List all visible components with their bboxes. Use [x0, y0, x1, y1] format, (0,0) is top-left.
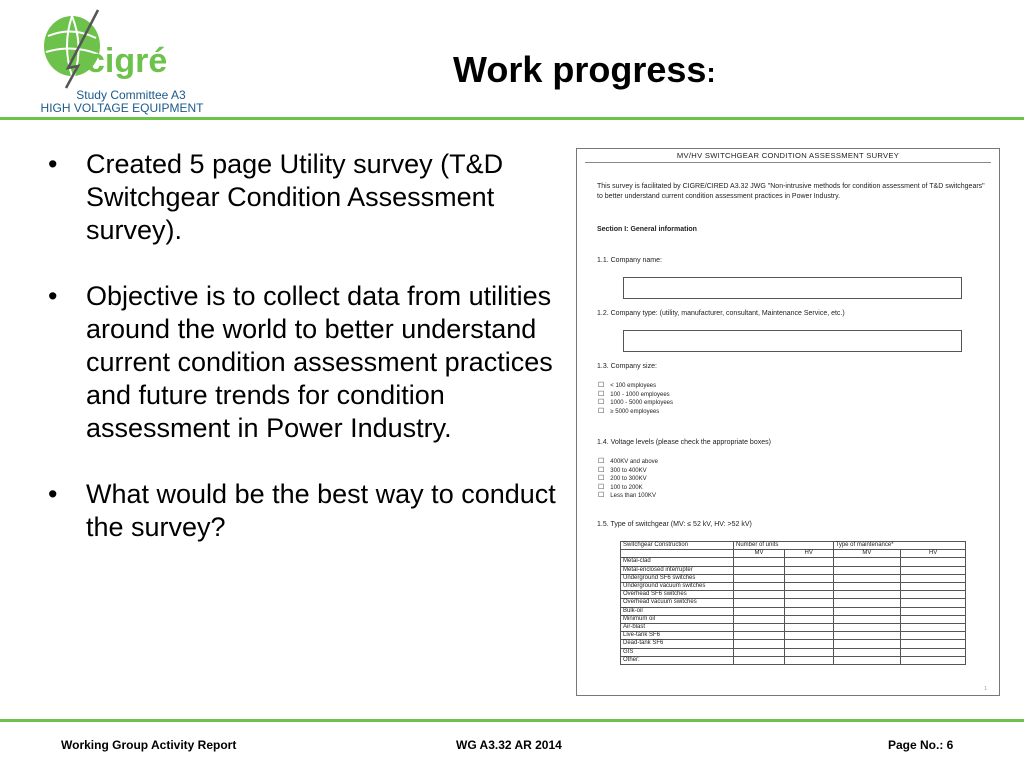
table-row: Underground SF6 switches: [621, 574, 966, 582]
footer-page-number: Page No.: 6: [888, 738, 954, 752]
survey-q-company-type: 1.2. Company type: (utility, manufacturer, consultant, Maintenance Service, etc.): [597, 310, 845, 317]
survey-title: MV/HV SWITCHGEAR CONDITION ASSESSMENT SURVEY: [577, 151, 999, 160]
table-row: Overhead vacuum switches: [621, 599, 966, 607]
company-size-options: [598, 382, 673, 416]
table-header: Number of units: [734, 542, 834, 550]
bullet-item: • What would be the best way to conduct the survey?: [48, 479, 556, 542]
survey-q-company-size: 1.3. Company size:: [597, 363, 657, 370]
bullet-item: • Objective is to collect data from utilities around the world to better understand current condition assessment practices and future trends for condition assessment in Power Industry.: [48, 281, 553, 443]
table-subheader: MV: [833, 550, 901, 558]
survey-intro: This survey is facilitated by CIGRE/CIRED A3.32 JWG "Non-intrusive methods for condition assessment of T&D switchgears" to better understand current condition assessment practices in Power Industry.: [597, 183, 985, 200]
table-subheader: MV: [734, 550, 785, 558]
checkbox-option: ☐ ≥ 5000 employees: [598, 408, 673, 417]
checkbox-option: ☐ 400KV and above: [598, 458, 658, 467]
survey-document-image: [576, 148, 1000, 696]
footer-report-title: Working Group Activity Report: [61, 738, 237, 752]
committee-line-1: Study Committee A3: [76, 88, 186, 102]
table-row: Minimum oil: [621, 615, 966, 623]
switchgear-table: [620, 541, 966, 665]
table-subheader: HV: [784, 550, 833, 558]
checkbox-option: ☐ 200 to 300KV: [598, 475, 658, 484]
table-header: Type of maintenance*: [833, 542, 966, 550]
company-type-box: [623, 330, 962, 352]
checkbox-option: ☐ < 100 employees: [598, 382, 673, 391]
bullet-item: • Created 5 page Utility survey (T&D Switchgear Condition Assessment survey).: [48, 149, 504, 245]
cigre-globe-icon: [38, 8, 173, 92]
company-name-box: [623, 277, 962, 299]
checkbox-option: ☐ Less than 100KV: [598, 492, 658, 501]
checkbox-option: ☐ 100 to 200K: [598, 484, 658, 493]
survey-section-heading: Section I: General information: [597, 226, 697, 233]
table-row: Air-blast: [621, 624, 966, 632]
bullet-dot-icon: •: [48, 479, 58, 509]
table-row: Dead-tank SF6: [621, 640, 966, 648]
bullet-dot-icon: •: [48, 149, 58, 179]
table-header: Switchgear Construction: [621, 542, 734, 550]
footer-divider: [0, 719, 1024, 722]
footer-wg-label: WG A3.32 AR 2014: [456, 738, 562, 752]
table-row: Live-tank SF6: [621, 632, 966, 640]
checkbox-option: ☐ 100 - 1000 employees: [598, 391, 673, 400]
checkbox-option: ☐ 300 to 400KV: [598, 467, 658, 476]
voltage-options: [598, 458, 658, 501]
table-row: Overhead SF6 switches: [621, 591, 966, 599]
table-row: GIS: [621, 648, 966, 656]
table-row: Bulk-oil: [621, 607, 966, 615]
table-row: Metal-clad: [621, 558, 966, 566]
survey-q-company-name: 1.1. Company name:: [597, 257, 662, 264]
committee-line-2: HIGH VOLTAGE EQUIPMENT: [40, 101, 204, 115]
table-subheader: HV: [901, 550, 966, 558]
logo-wordmark: cigré: [86, 42, 168, 80]
table-row: Underground vacuum switches: [621, 583, 966, 591]
header-divider: [0, 117, 1024, 120]
survey-page-number: 1: [984, 686, 987, 692]
table-row: Other:: [621, 656, 966, 664]
table-row: Metal-enclosed interrupter: [621, 566, 966, 574]
survey-q-switchgear-type: 1.5. Type of switchgear (MV: ≤ 52 kV, HV: >52 kV): [597, 521, 752, 528]
checkbox-option: ☐ 1000 - 5000 employees: [598, 399, 673, 408]
bullet-list: [40, 148, 575, 577]
bullet-dot-icon: •: [48, 281, 58, 311]
page-title: Work progress:: [453, 49, 716, 90]
survey-q-voltage: 1.4. Voltage levels (please check the appropriate boxes): [597, 439, 771, 446]
